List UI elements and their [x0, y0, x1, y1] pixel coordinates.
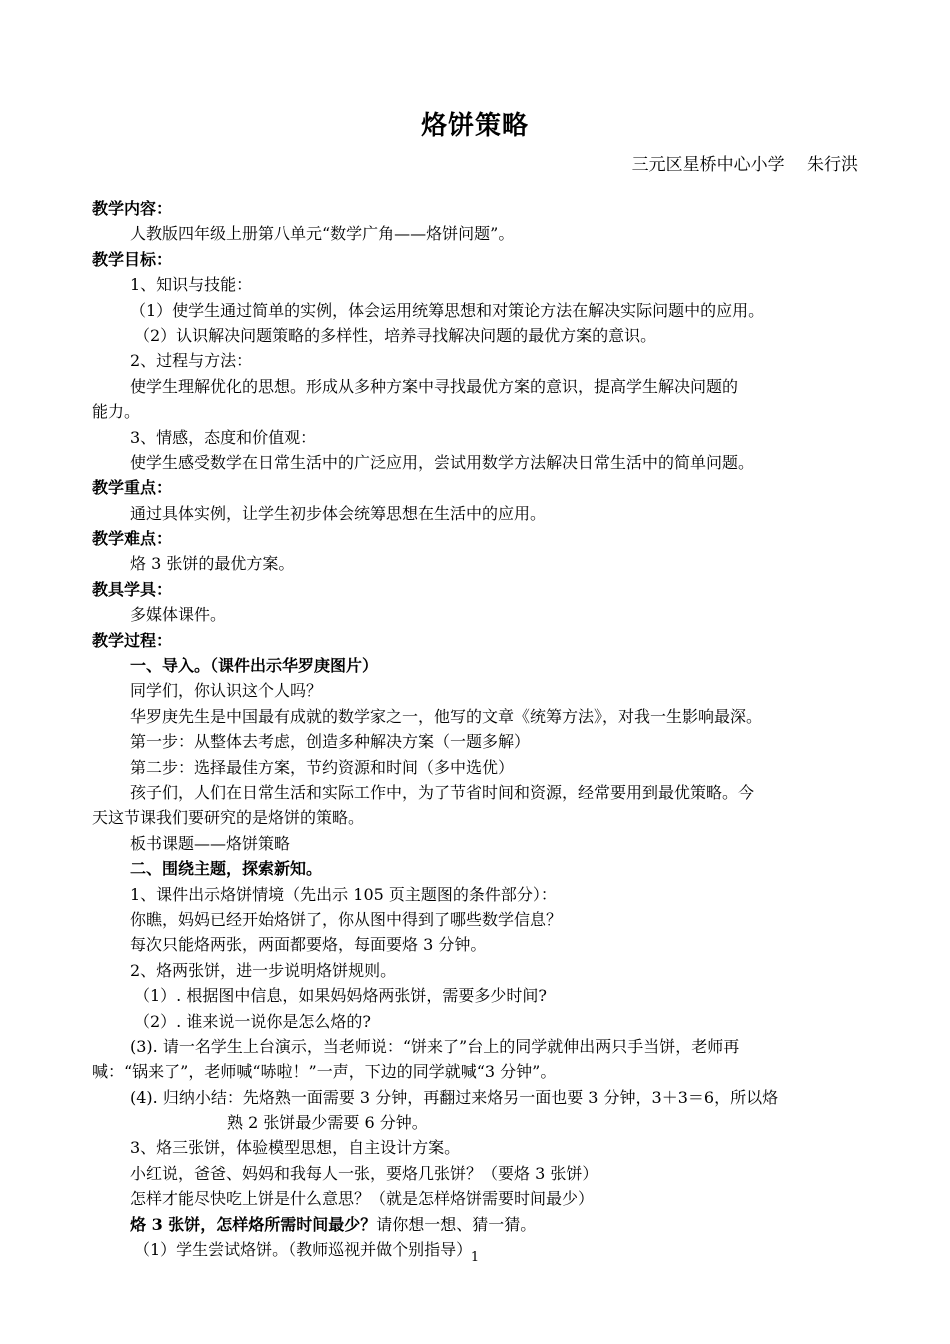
paragraph: 孩子们，人们在日常生活和实际工作中，为了节省时间和资源，经常要用到最优策略。今	[130, 782, 755, 802]
paragraph: （1）使学生通过简单的实例，体会运用统筹思想和对策论方法在解决实际问题中的应用。	[130, 300, 765, 320]
section-heading: 教学过程：	[92, 630, 173, 650]
paragraph: 熟 2 张饼最少需要 6 分钟。	[227, 1113, 428, 1133]
paragraph: 人教版四年级上册第八单元“数学广角——烙饼问题”。	[130, 224, 515, 244]
paragraph: 1、课件出示烙饼情境（先出示 105 页主题图的条件部分）：	[130, 884, 557, 904]
paragraph-text: 请你想一想、猜一猜。	[376, 1214, 537, 1234]
paragraph: （1）学生尝试烙饼。（教师巡视并做个别指导）	[134, 1240, 473, 1260]
subsection-heading: 一、导入。（课件出示华罗庚图片）	[130, 656, 379, 676]
paragraph: 第二步：选择最佳方案，节约资源和时间（多中选优）	[130, 757, 515, 777]
paragraph: 能力。	[92, 402, 141, 422]
paragraph: (4). 归纳小结：先烙熟一面需要 3 分钟，再翻过来烙另一面也要 3 分钟，3＋3＝6，所以烙	[130, 1087, 779, 1107]
section-heading: 教学重点：	[92, 478, 173, 498]
paragraph: 3、情感，态度和价值观：	[130, 427, 317, 447]
paragraph: 同学们，你认识这个人吗？	[130, 681, 323, 701]
paragraph: （1）. 根据图中信息，如果妈妈烙两张饼，需要多少时间?	[134, 986, 547, 1006]
paragraph: 天这节课我们要研究的是烙饼的策略。	[92, 808, 365, 828]
paragraph: 使学生理解优化的思想。形成从多种方案中寻找最优方案的意识，提高学生解决问题的	[130, 376, 739, 396]
section-heading: 教具学具：	[92, 579, 173, 599]
document-body	[92, 196, 872, 1262]
section-heading: 教学目标：	[92, 249, 173, 269]
paragraph: 2、烙两张饼，进一步说明烙饼规则。	[130, 960, 397, 980]
emphasis-text: 烙 3 张饼，怎样烙所需时间最少？	[130, 1214, 377, 1234]
paragraph: (3). 请一名学生上台演示，当老师说：“饼来了”台上的同学就伸出两只手当饼，老师再	[130, 1036, 740, 1056]
paragraph: （2）认识解决问题策略的多样性，培养寻找解决问题的最优方案的意识。	[134, 325, 657, 345]
paragraph: 1、知识与技能：	[130, 275, 253, 295]
paragraph: 烙 3 张饼的最优方案。	[130, 554, 295, 574]
section-heading: 教学内容：	[92, 199, 173, 218]
paragraph: 每次只能烙两张，两面都要烙，每面要烙 3 分钟。	[130, 935, 487, 955]
paragraph: 多媒体课件。	[130, 605, 227, 625]
paragraph: 通过具体实例，让学生初步体会统筹思想在生活中的应用。	[130, 503, 547, 523]
paragraph: 使学生感受数学在日常生活中的广泛应用，尝试用数学方法解决日常生活中的简单问题。	[130, 452, 755, 472]
paragraph: 喊：“锅来了”，老师喊“哧啦！”一声，下边的同学就喊“3 分钟”。	[92, 1062, 557, 1082]
paragraph: 2、过程与方法：	[130, 351, 253, 371]
document-title: 烙饼策略	[420, 111, 529, 141]
subsection-heading: 二、围绕主题，探索新知。	[130, 859, 323, 879]
paragraph: 你瞧，妈妈已经开始烙饼了，你从图中得到了哪些数学信息？	[130, 909, 563, 929]
page-number: 1	[470, 1250, 480, 1265]
paragraph: 怎样才能尽快吃上饼是什么意思？（就是怎样烙饼需要时间最少）	[130, 1189, 595, 1209]
paragraph: （2）. 谁来说一说你是怎么烙的?	[134, 1011, 371, 1031]
paragraph: 3、烙三张饼，体验模型思想，自主设计方案。	[130, 1138, 461, 1158]
paragraph: 华罗庚先生是中国最有成就的数学家之一，他写的文章《统筹方法》，对我一生影响最深。	[130, 706, 763, 726]
paragraph	[92, 1212, 872, 1237]
paragraph: 小红说，爸爸、妈妈和我每人一张，要烙几张饼？（要烙 3 张饼）	[130, 1163, 599, 1183]
paragraph: 第一步：从整体去考虑，创造多种解决方案（一题多解）	[130, 732, 531, 752]
document-author: 三元区星桥中心小学 朱行洪	[631, 155, 858, 175]
section-heading: 教学难点：	[92, 529, 173, 549]
paragraph: 板书课题——烙饼策略	[130, 833, 291, 853]
